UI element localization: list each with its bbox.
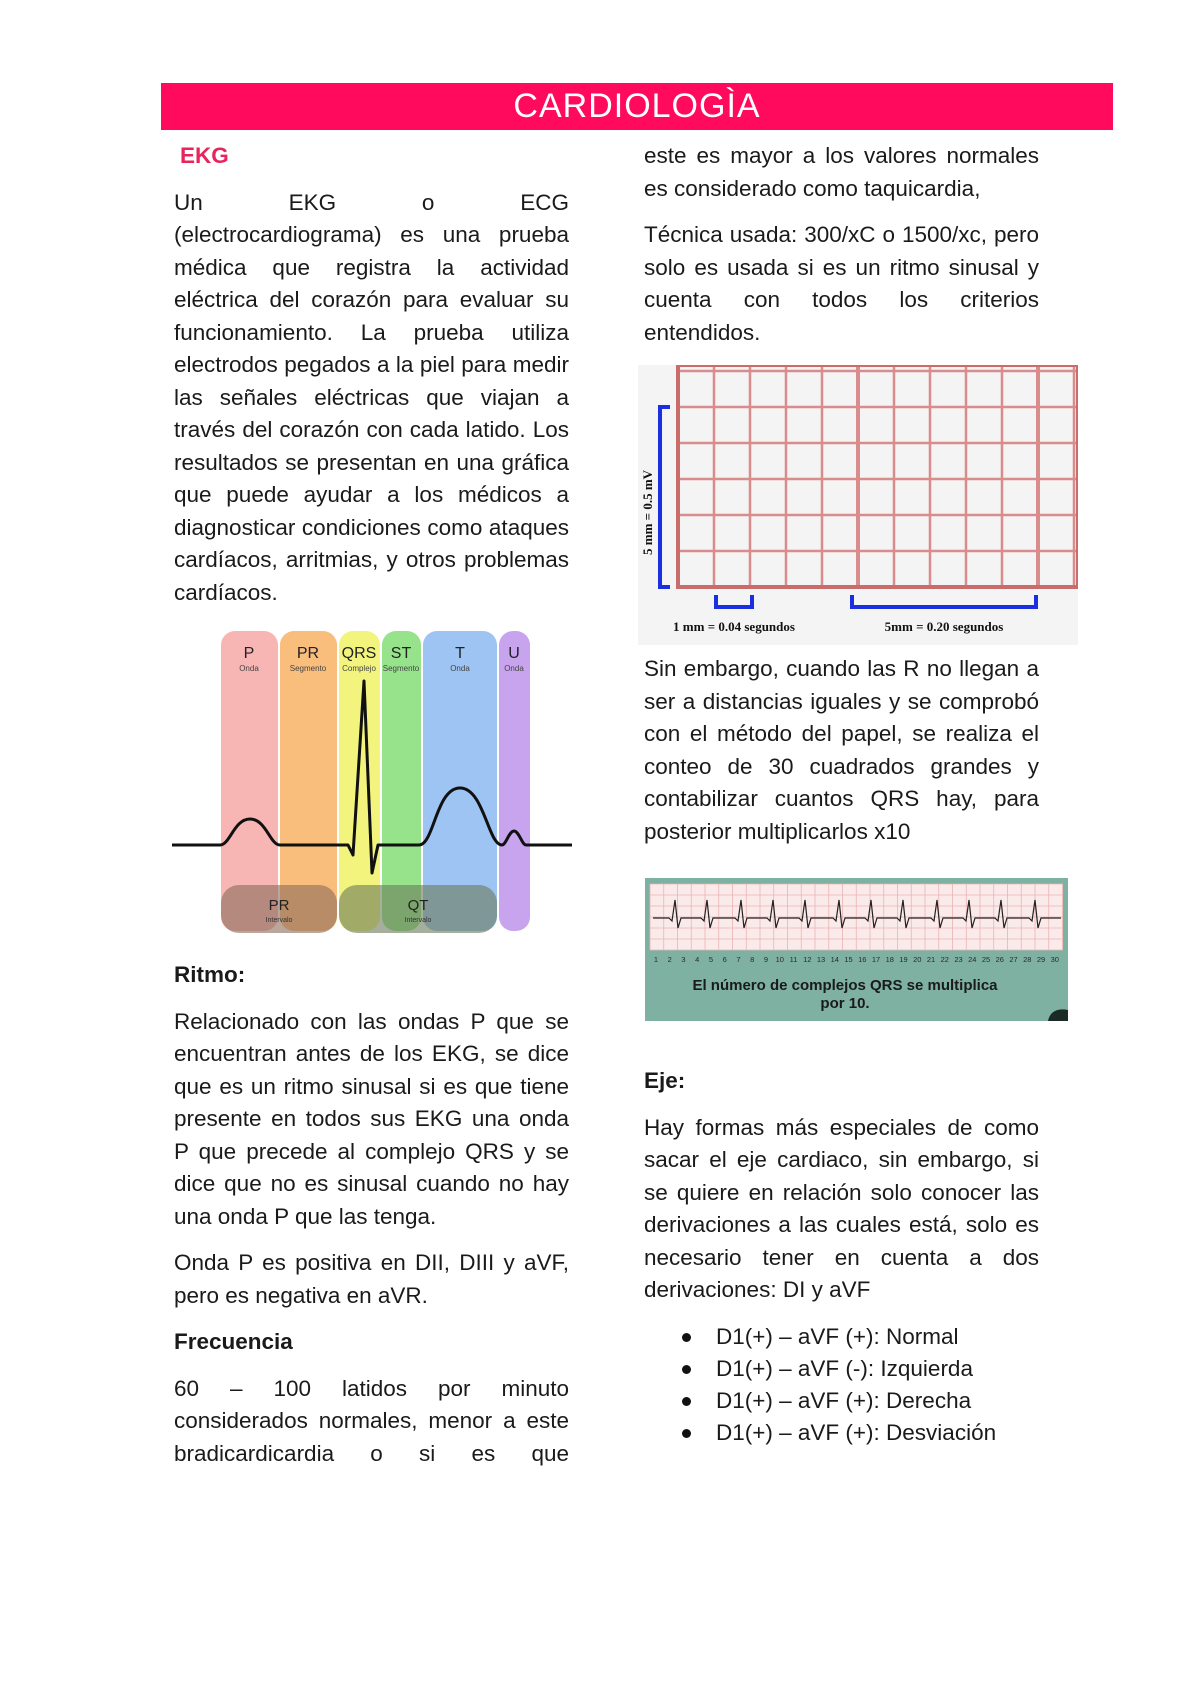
- axis-item: D1(+) – aVF (-): Izquierda: [644, 1353, 1039, 1385]
- intro-word: o: [421, 189, 435, 215]
- strip-number: 17: [871, 955, 881, 964]
- band-sub-st: Segmento: [382, 664, 420, 673]
- strip-number: 29: [1036, 955, 1046, 964]
- strip-number: 23: [954, 955, 963, 964]
- strip-number: 1: [653, 955, 659, 964]
- interval-label-qt: QT: [407, 897, 429, 914]
- strip-number: 19: [899, 955, 908, 964]
- band-sub-t: Onda: [450, 664, 470, 673]
- strip-caption-1: El número de complejos QRS se multiplica: [692, 977, 998, 994]
- voltage-label: 5 mm = 0.5 mV: [640, 469, 655, 555]
- right-column: [640, 140, 1059, 1449]
- ritmo-heading: Ritmo:: [174, 962, 246, 987]
- band-label-p: P: [243, 645, 255, 662]
- strip-number: 14: [830, 955, 839, 964]
- section-title-ekg: EKG: [180, 143, 229, 168]
- axis-item: D1(+) – aVF (+): Desviación: [644, 1417, 1039, 1449]
- strip-number: 13: [816, 955, 826, 964]
- strip-number: 22: [940, 955, 949, 964]
- strip-number: 30: [1050, 955, 1059, 964]
- interval-sub-pr: Intervalo: [265, 917, 293, 924]
- left-column: [174, 140, 569, 1484]
- strip-number: 26: [995, 955, 1004, 964]
- strip-number: 20: [913, 955, 922, 964]
- ekg-intro-first-line: [174, 187, 569, 220]
- interval-sub-qt: Intervalo: [404, 917, 432, 924]
- strip-number: 18: [885, 955, 894, 964]
- strip-number: 2: [667, 955, 672, 964]
- ritmo-paragraph-1: Relacionado con las ondas P que se encuentran antes de los EKG, se dice que es un ritmo sinusal si es que tiene presente en todos sus EKG una onda P que precede al complejo QRS y se dice que no es sinusal cuando no hay una onda P que las tenga.: [174, 1008, 569, 1229]
- strip-number: 3: [681, 955, 686, 964]
- intro-word: Un: [174, 189, 203, 215]
- ekg-grid-figure: [638, 365, 1078, 645]
- strip-number: 25: [981, 955, 991, 964]
- band-sub-p: Onda: [239, 664, 259, 673]
- strip-number: 4: [695, 955, 700, 964]
- strip-caption-2: por 10.: [820, 995, 870, 1012]
- band-sub-qrs: Complejo: [342, 664, 376, 673]
- axis-item: D1(+) – aVF (+): Normal: [644, 1321, 1039, 1353]
- frecuencia-continuation: este es mayor a los valores normales es considerado como taquicardia,: [644, 143, 1039, 201]
- strip-number: 27: [1009, 955, 1018, 964]
- eje-heading: Eje:: [644, 1068, 686, 1093]
- strip-number: 9: [763, 955, 769, 964]
- axis-item: D1(+) – aVF (+): Derecha: [644, 1385, 1039, 1417]
- ekg-intro-text: (electrocardiograma) es una prueba médica que registra la actividad eléctrica del corazón para evaluar su funcionamiento. La prueba utiliza electrodos pegados a la piel para medir las señales eléctricas que viajan a través del corazón con cada latido. Los resultados se presentan en una gráfica que puede ayudar a los médicos a diagnosticar condiciones como ataques cardíacos, arritmias, y otros problemas cardíacos.: [174, 222, 569, 605]
- frecuencia-paragraph: 60 – 100 latidos por minuto considerados normales, menor a este bradicardicardia o si es que: [174, 1375, 569, 1466]
- intro-word: ECG: [520, 189, 569, 215]
- frecuencia-heading: Frecuencia: [174, 1329, 293, 1354]
- ritmo-paragraph-2: Onda P es positiva en DII, DIII y aVF, pero es negativa en aVR.: [174, 1250, 569, 1308]
- band-label-st: ST: [390, 645, 412, 662]
- ekg-waves-figure: [172, 623, 572, 953]
- page-title: CARDIOLOGÌA: [513, 87, 761, 125]
- band-sub-pr: Segmento: [289, 664, 327, 673]
- strip-number: 15: [844, 955, 853, 964]
- strip-number: 10: [775, 955, 784, 964]
- eje-paragraph: Hay formas más especiales de como sacar el eje cardiaco, sin embargo, si se quiere en relación solo conocer las derivaciones a las cuales está, solo es necesario tener en cuenta a dos derivaciones: DI y aVF: [644, 1114, 1039, 1302]
- strip-number: 11: [789, 955, 798, 964]
- axis-list: [644, 1321, 1039, 1449]
- strip-number: 24: [968, 955, 977, 964]
- ecg-strip-figure: [645, 878, 1068, 1021]
- small-square-label: 1 mm = 0.04 segundos: [673, 619, 795, 634]
- strip-number: 8: [750, 955, 755, 964]
- band-u: [499, 631, 530, 931]
- band-label-pr: PR: [296, 645, 320, 662]
- intro-word: EKG: [288, 189, 337, 215]
- strip-number: 28: [1023, 955, 1032, 964]
- strip-number: 21: [926, 955, 936, 964]
- band-label-u: U: [508, 645, 520, 662]
- interval-label-pr: PR: [268, 897, 290, 914]
- strip-number: 7: [736, 955, 741, 964]
- sin-embargo-paragraph: Sin embargo, cuando las R no llegan a ser a distancias iguales y se comprobó con el método del papel, se realiza el conteo de 30 cuadrados grandes y contabilizar cuantos QRS hay, para posterior multiplicarlos x10: [644, 656, 1039, 844]
- tecnica-paragraph: Técnica usada: 300/xC o 1500/xc, pero solo es usada si es un ritmo sinusal y cuenta con todos los criterios entendidos.: [644, 222, 1039, 345]
- band-label-qrs: QRS: [341, 645, 377, 662]
- strip-number: 16: [858, 955, 867, 964]
- strip-number: 12: [803, 955, 812, 964]
- band-sub-u: Onda: [504, 664, 524, 673]
- ekg-intro: [174, 187, 569, 610]
- band-label-t: T: [455, 645, 465, 662]
- big-square-label: 5mm = 0.20 segundos: [884, 619, 1004, 634]
- page-title-banner: [161, 83, 1113, 130]
- strip-number: 6: [722, 955, 727, 964]
- strip-number: 5: [708, 955, 714, 964]
